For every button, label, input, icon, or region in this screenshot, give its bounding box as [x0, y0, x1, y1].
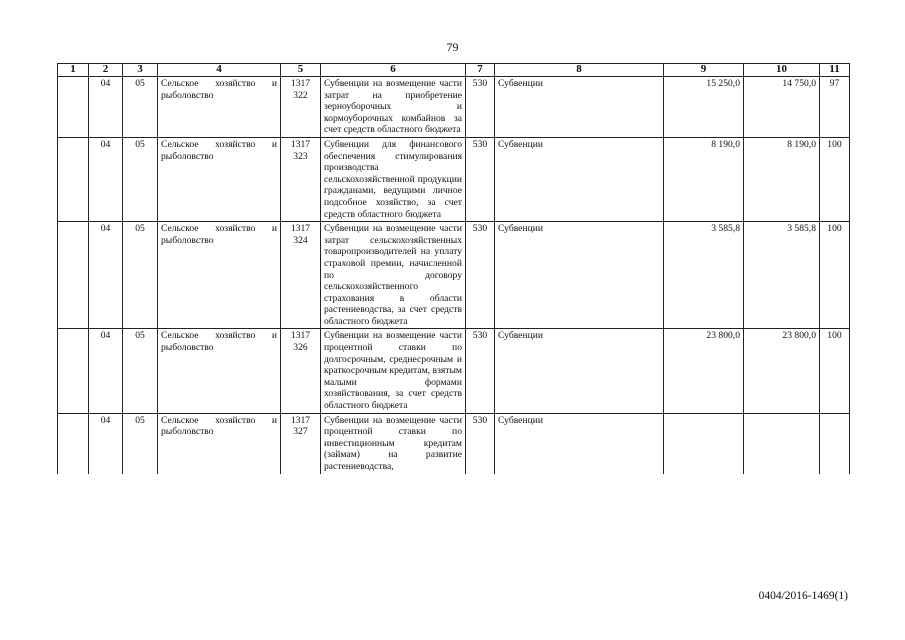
cell-subsection: 05	[123, 413, 158, 473]
cell-planned-amount: 8 190,0	[664, 137, 744, 221]
cell-subsection: 05	[123, 137, 158, 221]
cell-expense-code: 530	[466, 222, 495, 329]
cell-percent: 100	[820, 222, 850, 329]
cell-col-1	[58, 137, 89, 221]
cell-target-code: 1317 327	[281, 413, 321, 473]
cell-planned-amount: 23 800,0	[664, 329, 744, 413]
cell-target-name: Субвенции на возмещение части процентной ставки по инвестиционным кредитам (займам) на развитие растениеводства,	[321, 413, 466, 473]
column-header: 1	[58, 64, 89, 77]
table-row	[58, 77, 850, 138]
cell-section: 04	[89, 77, 123, 138]
cell-section: 04	[89, 137, 123, 221]
table-row	[58, 329, 850, 413]
cell-target-name: Субвенции для финансового обеспечения стимулирования производства сельскохозяйственной продукции гражданами, ведущими личное подсобное хозяйство, за счет средств областного бюджета	[321, 137, 466, 221]
cell-actual-amount	[744, 413, 820, 473]
document-number: 0404/2016-1469(1)	[758, 590, 848, 602]
cell-target-name: Субвенции на возмещение части затрат сельскохозяйственных товаропроизводителей на уплату страховой премии, начисленной по договору сельскохозяйственного страхования в области растениеводства, за счет средств областного бюджета	[321, 222, 466, 329]
column-header: 9	[664, 64, 744, 77]
cell-percent: 97	[820, 77, 850, 138]
column-header: 6	[321, 64, 466, 77]
cell-subsection: 05	[123, 329, 158, 413]
cell-section-name: Сельское хозяйство и рыболовство	[158, 329, 281, 413]
cell-planned-amount: 3 585,8	[664, 222, 744, 329]
cell-section: 04	[89, 413, 123, 473]
cell-expense-code: 530	[466, 137, 495, 221]
cell-expense-name: Субвенции	[495, 77, 664, 138]
cell-actual-amount: 3 585,8	[744, 222, 820, 329]
cell-actual-amount: 8 190,0	[744, 137, 820, 221]
cell-target-code: 1317 323	[281, 137, 321, 221]
cell-expense-name: Субвенции	[495, 222, 664, 329]
column-header: 5	[281, 64, 321, 77]
cell-section-name: Сельское хозяйство и рыболовство	[158, 77, 281, 138]
cell-target-code: 1317 326	[281, 329, 321, 413]
column-header: 7	[466, 64, 495, 77]
cell-section-name: Сельское хозяйство и рыболовство	[158, 222, 281, 329]
column-header: 4	[158, 64, 281, 77]
table-header-row	[58, 64, 850, 77]
cell-col-1	[58, 77, 89, 138]
cell-subsection: 05	[123, 222, 158, 329]
budget-table	[57, 63, 850, 474]
cell-expense-name: Субвенции	[495, 137, 664, 221]
cell-target-name: Субвенции на возмещение части затрат на приобретение зерноуборочных и кормоуборочных комбайнов за счет средств областного бюджета	[321, 77, 466, 138]
cell-expense-code: 530	[466, 329, 495, 413]
cell-percent	[820, 413, 850, 473]
cell-planned-amount	[664, 413, 744, 473]
cell-col-1	[58, 413, 89, 473]
cell-expense-name: Субвенции	[495, 413, 664, 473]
cell-planned-amount: 15 250,0	[664, 77, 744, 138]
cell-section-name: Сельское хозяйство и рыболовство	[158, 413, 281, 473]
cell-subsection: 05	[123, 77, 158, 138]
column-header: 11	[820, 64, 850, 77]
cell-percent: 100	[820, 329, 850, 413]
cell-col-1	[58, 329, 89, 413]
cell-section-name: Сельское хозяйство и рыболовство	[158, 137, 281, 221]
cell-expense-code: 530	[466, 413, 495, 473]
column-header: 3	[123, 64, 158, 77]
cell-section: 04	[89, 329, 123, 413]
column-header: 8	[495, 64, 664, 77]
cell-section: 04	[89, 222, 123, 329]
cell-target-name: Субвенции на возмещение части процентной ставки по долгосрочным, среднесрочным и краткосрочным кредитам, взятым малыми формами хозяйствования, за счет средств областного бюджета	[321, 329, 466, 413]
cell-percent: 100	[820, 137, 850, 221]
table-row	[58, 222, 850, 329]
cell-expense-code: 530	[466, 77, 495, 138]
cell-expense-name: Субвенции	[495, 329, 664, 413]
column-header: 2	[89, 64, 123, 77]
cell-actual-amount: 14 750,0	[744, 77, 820, 138]
table-row	[58, 137, 850, 221]
cell-target-code: 1317 322	[281, 77, 321, 138]
cell-target-code: 1317 324	[281, 222, 321, 329]
cell-actual-amount: 23 800,0	[744, 329, 820, 413]
column-header: 10	[744, 64, 820, 77]
table-row	[58, 413, 850, 473]
page-number: 79	[446, 40, 459, 54]
cell-col-1	[58, 222, 89, 329]
